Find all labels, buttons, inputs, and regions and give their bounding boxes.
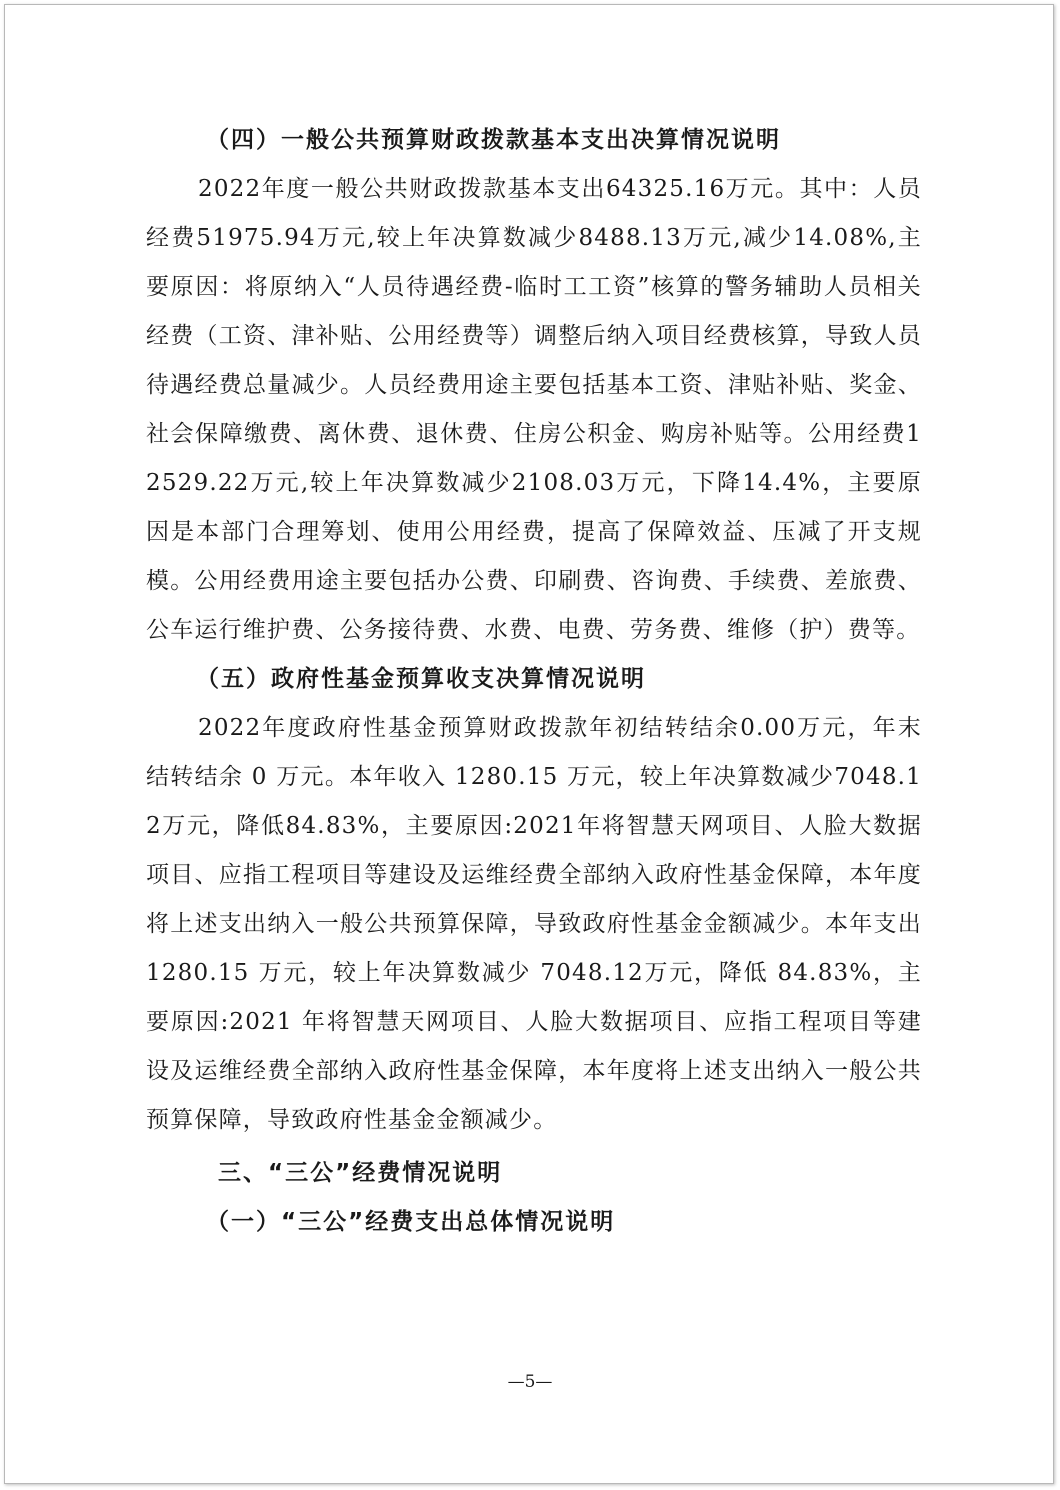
page-number: —5— (507, 1372, 553, 1392)
section-heading-5: （五）政府性基金预算收支决算情况说明 (196, 666, 646, 692)
section-heading-4: （四）一般公共预算财政拨款基本支出决算情况说明 (206, 127, 781, 153)
document-content (146, 116, 922, 1247)
section-5-paragraph: 2022年度政府性基金预算财政拨款年初结转结余0.00万元，年末结转结余 0 万元。本年收入 1280.15 万元，较上年决算数减少7048.12万元，降低84.83%，主要原因:2021年将智慧天网项目、人脸大数据项目、应指工程项目等建设及运维经费全部纳入政府性基金保障，本年度将上述支出纳入一般公共预算保障，导致政府性基金金额减少。本年支出 1280.15 万元，较上年决算数减少 7048.12万元，降低 84.83%，主要原因:2021 年将智慧天网项目、人脸大数据项目、应指工程项目等建设及运维经费全部纳入政府性基金保障，本年度将上述支出纳入一般公共预算保障，导致政府性基金金额减少。 (146, 715, 922, 1133)
section-heading-3-1: （一）“三公”经费支出总体情况说明 (206, 1209, 616, 1235)
chapter-heading-3: 三、“三公”经费情况说明 (218, 1160, 503, 1186)
section-4-paragraph: 2022年度一般公共财政拨款基本支出64325.16万元。其中：人员经费51975.94万元,较上年决算数减少8488.13万元,减少14.08%,主要原因：将原纳入“人员待遇经费-临时工工资”核算的警务辅助人员相关经费（工资、津补贴、公用经费等）调整后纳入项目经费核算，导致人员待遇经费总量减少。人员经费用途主要包括基本工资、津贴补贴、奖金、社会保障缴费、离休费、退休费、住房公积金、购房补贴等。公用经费12529.22万元,较上年决算数减少2108.03万元，下降14.4%，主要原因是本部门合理筹划、使用公用经费，提高了保障效益、压减了开支规模。公用经费用途主要包括办公费、印刷费、咨询费、手续费、差旅费、公车运行维护费、公务接待费、水费、电费、劳务费、维修（护）费等。 (146, 176, 922, 643)
